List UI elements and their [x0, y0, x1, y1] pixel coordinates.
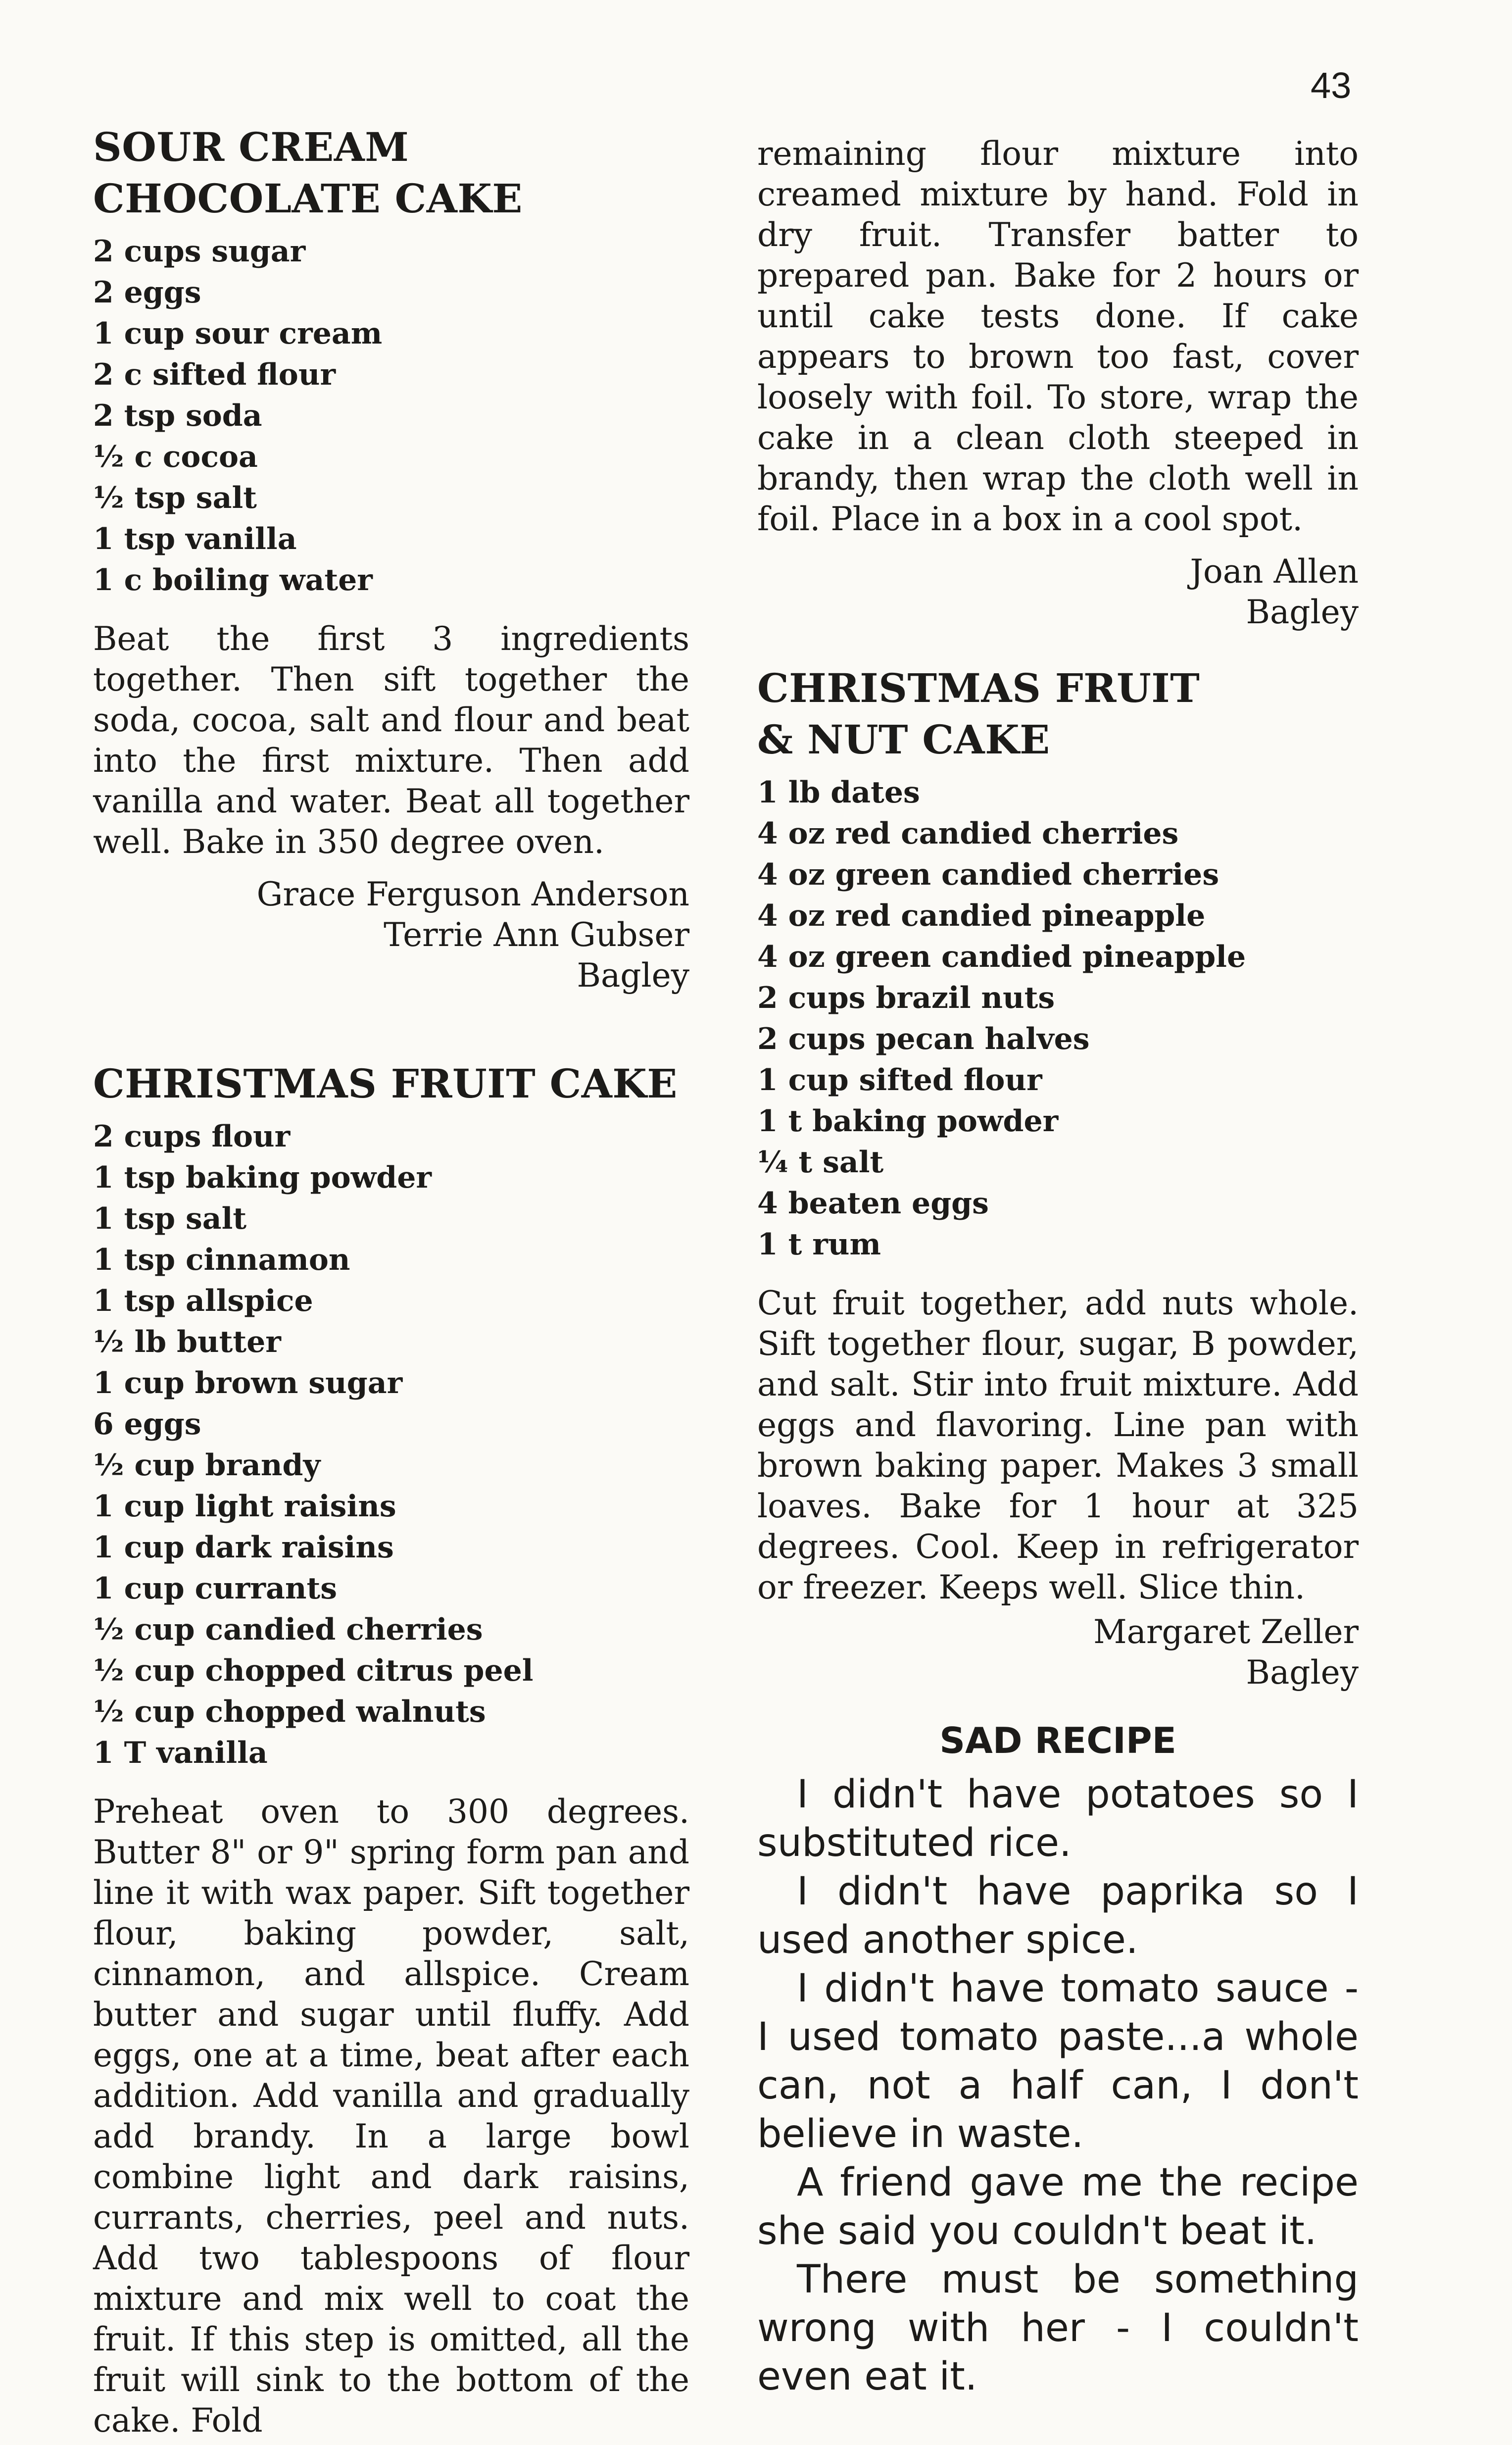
page-number: 43 [1311, 65, 1352, 106]
ingredient: 1 tsp salt [93, 1201, 247, 1236]
recipe-title [93, 121, 689, 224]
recipe-sour-cream-chocolate-cake [93, 121, 689, 996]
credit-line: Grace Ferguson Anderson [256, 875, 689, 913]
credit-line: Margaret Zeller [1093, 1613, 1359, 1651]
left-column [93, 121, 689, 2441]
ingredient: 1 cup brown sugar [93, 1366, 403, 1400]
ingredient: 2 cups sugar [93, 234, 306, 269]
ingredient: 2 cups flour [93, 1119, 291, 1154]
ingredient: ½ c cocoa [93, 440, 258, 474]
ingredient: 1 T vanilla [93, 1736, 268, 1770]
ingredient: 2 eggs [93, 275, 201, 310]
recipe-credit [757, 551, 1359, 633]
recipe-title-line-1: CHRISTMAS FRUIT [757, 665, 1200, 711]
ingredient: 1 tsp cinnamon [93, 1243, 350, 1277]
ingredient: 2 cups pecan halves [757, 1022, 1090, 1056]
ingredient: 1 t rum [757, 1227, 881, 1262]
ingredient: 1 c boiling water [93, 563, 373, 598]
credit-line: Bagley [577, 956, 689, 995]
ingredient: 2 tsp soda [93, 399, 262, 433]
ingredient: 4 oz green candied cherries [757, 857, 1219, 892]
ingredient-list [93, 231, 689, 601]
recipe-title: CHRISTMAS FRUIT CAKE [93, 1060, 678, 1107]
recipe-title-line-2: & NUT CAKE [757, 716, 1050, 763]
ingredient: 6 eggs [93, 1407, 201, 1442]
poem-stanza: There must be something wrong with her - I couldn't even eat it. [757, 2257, 1359, 2399]
sad-recipe-poem [757, 1717, 1359, 2401]
ingredient: 1 cup sour cream [93, 316, 383, 351]
ingredient: ½ cup chopped citrus peel [93, 1653, 534, 1688]
ingredient: 4 oz red candied pineapple [757, 898, 1206, 933]
recipe-christmas-fruit-cake [93, 1058, 689, 2441]
credit-line: Joan Allen [1190, 552, 1359, 591]
ingredient: 1 cup dark raisins [93, 1530, 394, 1565]
poem-title: SAD RECIPE [939, 1720, 1176, 1761]
ingredient: ½ tsp salt [93, 481, 257, 515]
recipe-credit [93, 874, 689, 996]
ingredient: 1 cup light raisins [93, 1489, 396, 1524]
poem-stanza: I didn't have potatoes so I substituted rice. [757, 1772, 1359, 1865]
ingredient: 1 tsp baking powder [93, 1160, 432, 1195]
recipe-instructions: Beat the first 3 ingredients together. Then sift together the soda, cocoa, salt and flour and beat into the first mixture. Then add vanilla and water. Beat all together well. Bake in 350 degree oven. [93, 620, 689, 861]
ingredient: 4 oz green candied pineapple [757, 940, 1246, 974]
poem-stanza: A friend gave me the recipe she said you couldn't beat it. [757, 2160, 1359, 2253]
ingredient: 1 tsp allspice [93, 1284, 313, 1318]
recipe-title-line-2: CHOCOLATE CAKE [93, 175, 523, 222]
recipe-title-line-1: SOUR CREAM [93, 124, 409, 170]
ingredient: 1 cup sifted flour [757, 1063, 1042, 1098]
ingredient: ½ cup chopped walnuts [93, 1695, 486, 1729]
ingredient: 1 cup currants [93, 1571, 338, 1606]
ingredient: 4 oz red candied cherries [757, 816, 1179, 851]
ingredient-list [757, 772, 1359, 1265]
recipe-instructions: remaining flour mixture into creamed mixture by hand. Fold in dry fruit. Transfer batter to prepared pan. Bake for 2 hours or until cake tests done. If cake appears to brown too fast, cover loosely with foil. To store, wrap the cake in a clean cloth steeped in brandy, then wrap the cloth well in foil. Place in a box in a cool spot. [757, 135, 1359, 538]
recipe-instructions: Cut fruit together, add nuts whole. Sift together flour, sugar, B powder, and salt. Stir into fruit mixture. Add eggs and flavoring. Line pan with brown baking paper. Makes 3 small loaves. Bake for 1 hour at 325 degrees. Cool. Keep in refrigerator or freezer. Keeps well. Slice thin. [757, 1284, 1359, 1606]
poem-stanza: I didn't have tomato sauce - I used tomato paste...a whole can, not a half can, I don't believe in waste. [757, 1966, 1359, 2156]
recipe-christmas-fruit-nut-cake [757, 662, 1359, 1693]
ingredient: 4 beaten eggs [757, 1186, 989, 1221]
credit-line: Bagley [1246, 593, 1359, 631]
recipe-title [757, 662, 1359, 765]
ingredient: 2 cups brazil nuts [757, 981, 1055, 1015]
credit-line: Terrie Ann Gubser [384, 916, 689, 954]
ingredient: 1 tsp vanilla [93, 522, 297, 556]
ingredient: 1 t baking powder [757, 1104, 1059, 1139]
ingredient: 2 c sifted flour [93, 357, 336, 392]
ingredient: ½ cup brandy [93, 1448, 321, 1483]
poem-stanza: I didn't have paprika so I used another spice. [757, 1869, 1359, 1962]
right-column [757, 134, 1359, 2401]
recipe-christmas-fruit-cake-continued [757, 134, 1359, 633]
ingredient-list [93, 1116, 689, 1774]
ingredient: ½ cup candied cherries [93, 1612, 483, 1647]
recipe-instructions: Preheat oven to 300 degrees. Butter 8" or 9" spring form pan and line it with wax paper. Sift together flour, baking powder, salt, cinnamon, and allspice. Cream butter and sugar until fluffy. Add eggs, one at a time, beat after each addition. Add vanilla and gradually add brandy. In a large bowl combine light and dark raisins, currants, cherries, peel and nuts. Add two tablespoons of flour mixture and mix well to coat the fruit. If this step is omitted, all the fruit will sink to the bottom of the cake. Fold [93, 1793, 689, 2440]
ingredient: 1 lb dates [757, 775, 920, 810]
ingredient: ½ lb butter [93, 1325, 281, 1359]
credit-line: Bagley [1246, 1653, 1359, 1692]
ingredient: ¼ t salt [757, 1145, 884, 1180]
recipe-credit [757, 1612, 1359, 1693]
